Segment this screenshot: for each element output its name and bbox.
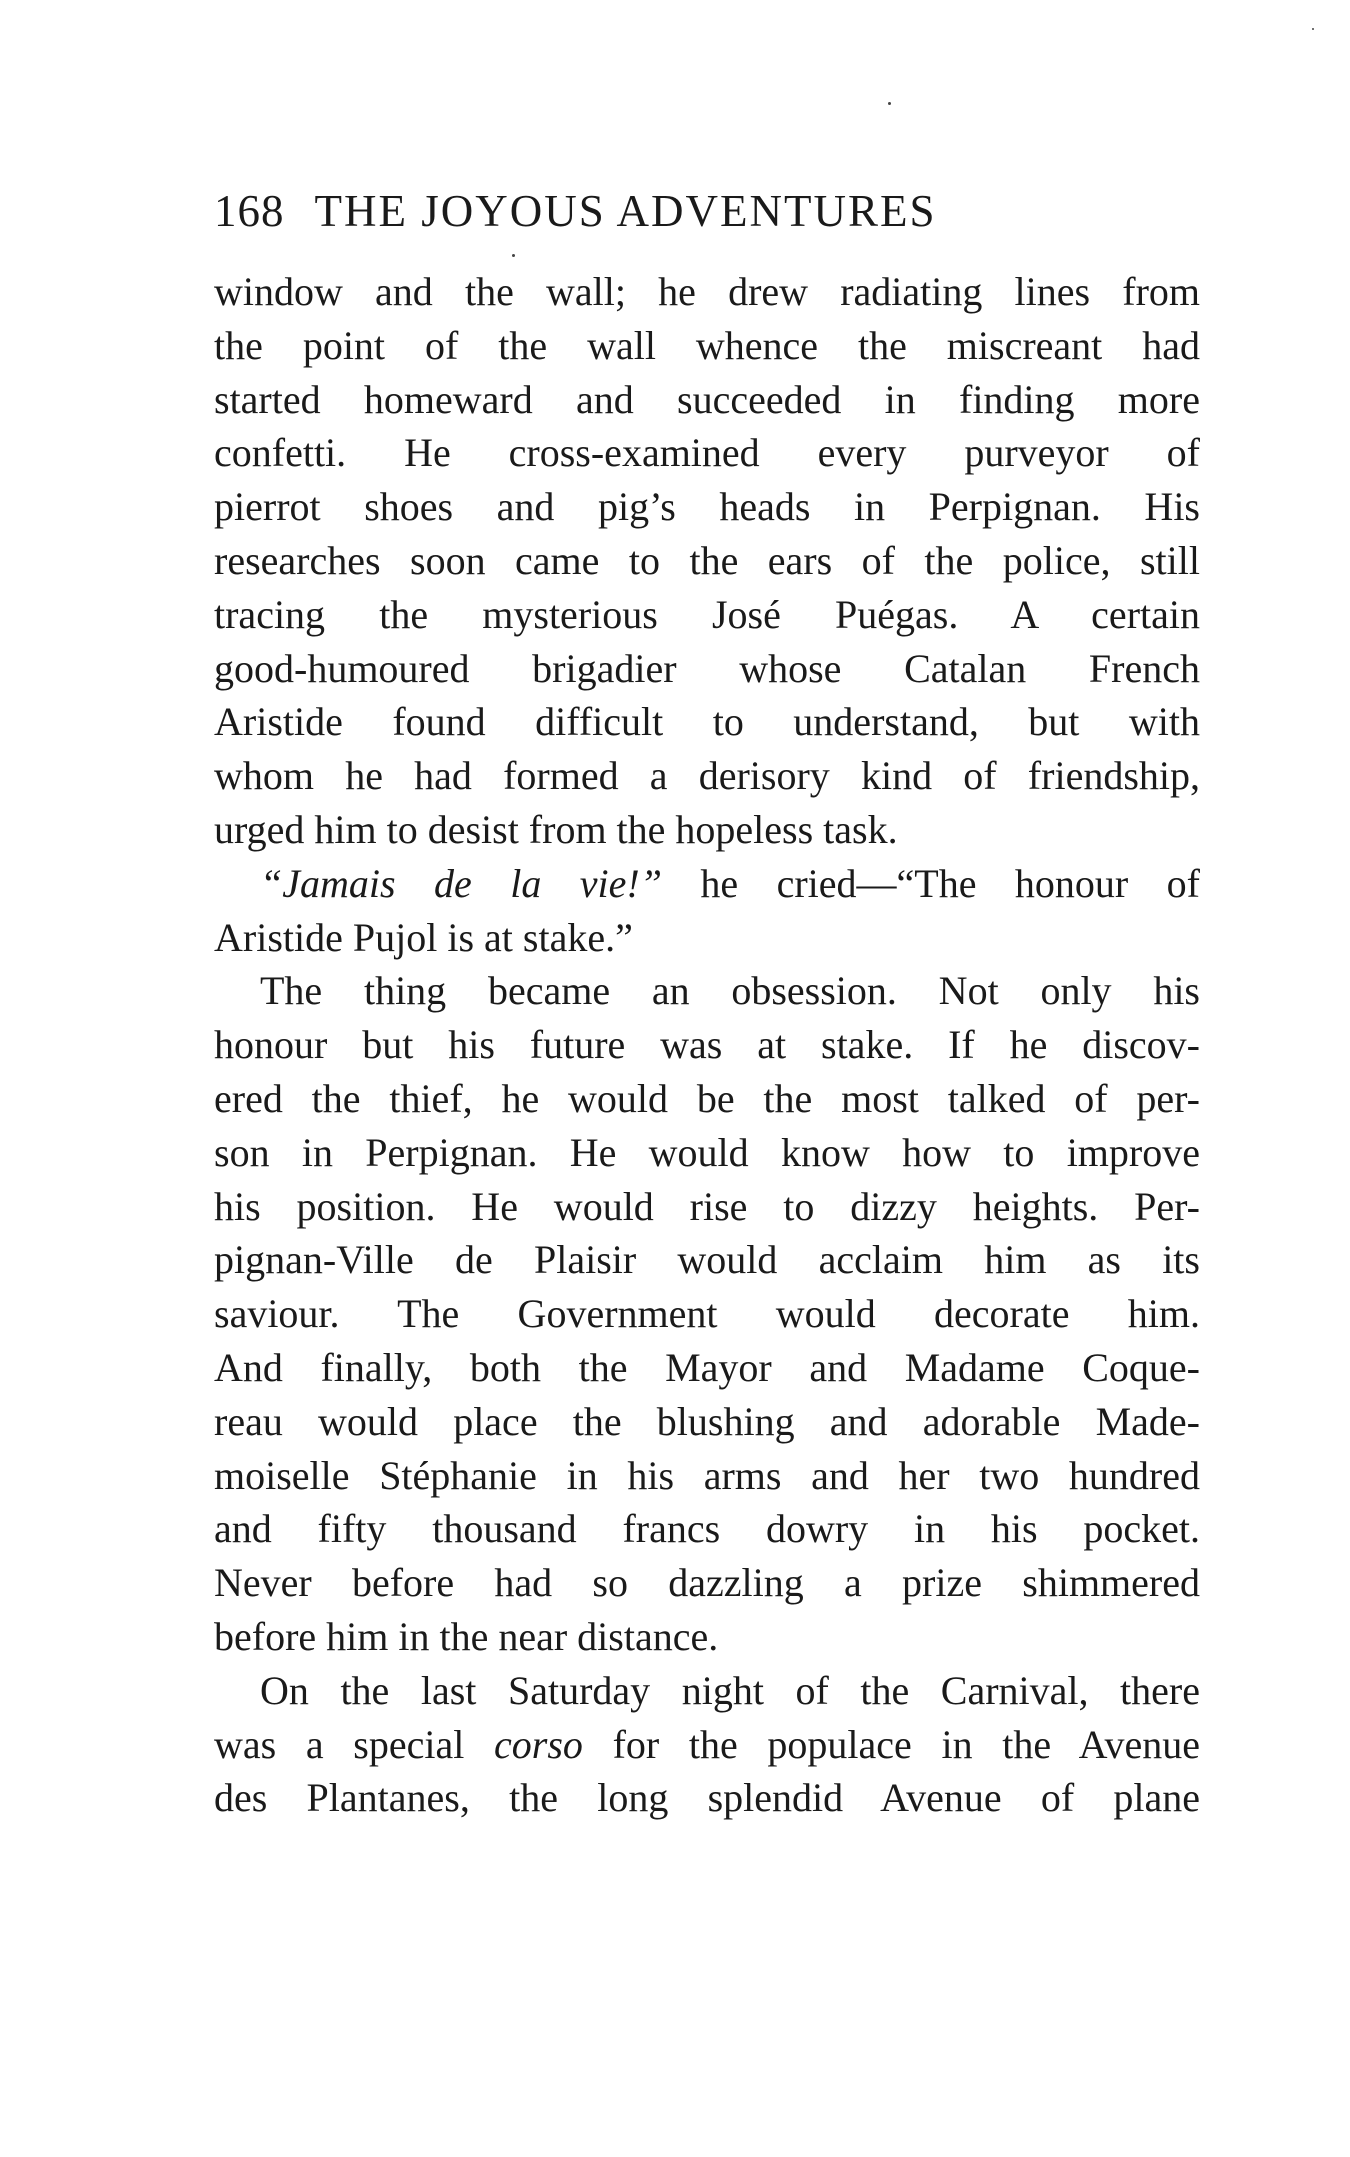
text-fragment: he cried—“The honour of <box>661 860 1200 906</box>
text-line: and fifty thousand francs dowry in his pocket. <box>214 1506 1200 1552</box>
italic-phrase: “Jamais de la vie!” <box>260 860 662 906</box>
text-line: whom he had formed a derisory kind of friendship, <box>214 753 1200 799</box>
text-line: And finally, both the Mayor and Madame Coque- <box>214 1344 1200 1390</box>
text-line: before him in the near distance. <box>214 1613 719 1659</box>
text-fragment: was a special <box>214 1721 495 1767</box>
text-line: confetti. He cross-examined every purveyor of <box>214 430 1200 476</box>
text-line: urged him to desist from the hopeless task. <box>214 806 898 852</box>
text-line: moiselle Stéphanie in his arms and her two hundred <box>214 1452 1200 1498</box>
text-fragment: for the populace in the Avenue <box>582 1721 1200 1767</box>
text-line: pignan-Ville de Plaisir would acclaim him as its <box>214 1237 1200 1283</box>
text-line: the point of the wall whence the miscreant had <box>214 322 1200 368</box>
text-line: honour but his future was at stake. If he discov- <box>214 1022 1200 1068</box>
text-line: saviour. The Government would decorate him. <box>214 1291 1200 1337</box>
text-line <box>214 1718 1200 1772</box>
text-line: The thing became an obsession. Not only his <box>260 968 1200 1014</box>
text-line: tracing the mysterious José Puégas. A certain <box>214 591 1200 637</box>
text-line: his position. He would rise to dizzy heights. Per- <box>214 1183 1200 1229</box>
text-line: On the last Saturday night of the Carnival, there <box>260 1667 1200 1713</box>
text-line: Never before had so dazzling a prize shimmered <box>214 1560 1200 1606</box>
italic-word: corso <box>494 1721 583 1767</box>
text-line: researches soon came to the ears of the police, still <box>214 537 1200 583</box>
text-line: Aristide Pujol is at stake.” <box>214 914 633 960</box>
text-line: reau would place the blushing and adorable Made- <box>214 1398 1200 1444</box>
text-line <box>214 857 1200 911</box>
text-line: window and the wall; he drew radiating lines from <box>214 269 1200 314</box>
page-number: 168 <box>214 186 285 236</box>
running-head <box>214 183 1200 239</box>
body-text <box>214 265 1200 1825</box>
scan-speck <box>512 254 515 257</box>
text-line: ered the thief, he would be the most talked of per- <box>214 1075 1200 1121</box>
text-line: started homeward and succeeded in finding more <box>214 376 1200 422</box>
scan-speck <box>1312 28 1314 30</box>
text-line: Aristide found difficult to understand, but with <box>214 699 1200 745</box>
text-line: pierrot shoes and pig’s heads in Perpignan. His <box>214 484 1200 530</box>
running-title: THE JOYOUS ADVENTURES <box>314 186 937 236</box>
text-line: des Plantanes, the long splendid Avenue of plane <box>214 1775 1200 1821</box>
text-line: son in Perpignan. He would know how to improve <box>214 1129 1200 1175</box>
text-line: good-humoured brigadier whose Catalan French <box>214 645 1200 691</box>
scan-speck <box>888 102 891 105</box>
